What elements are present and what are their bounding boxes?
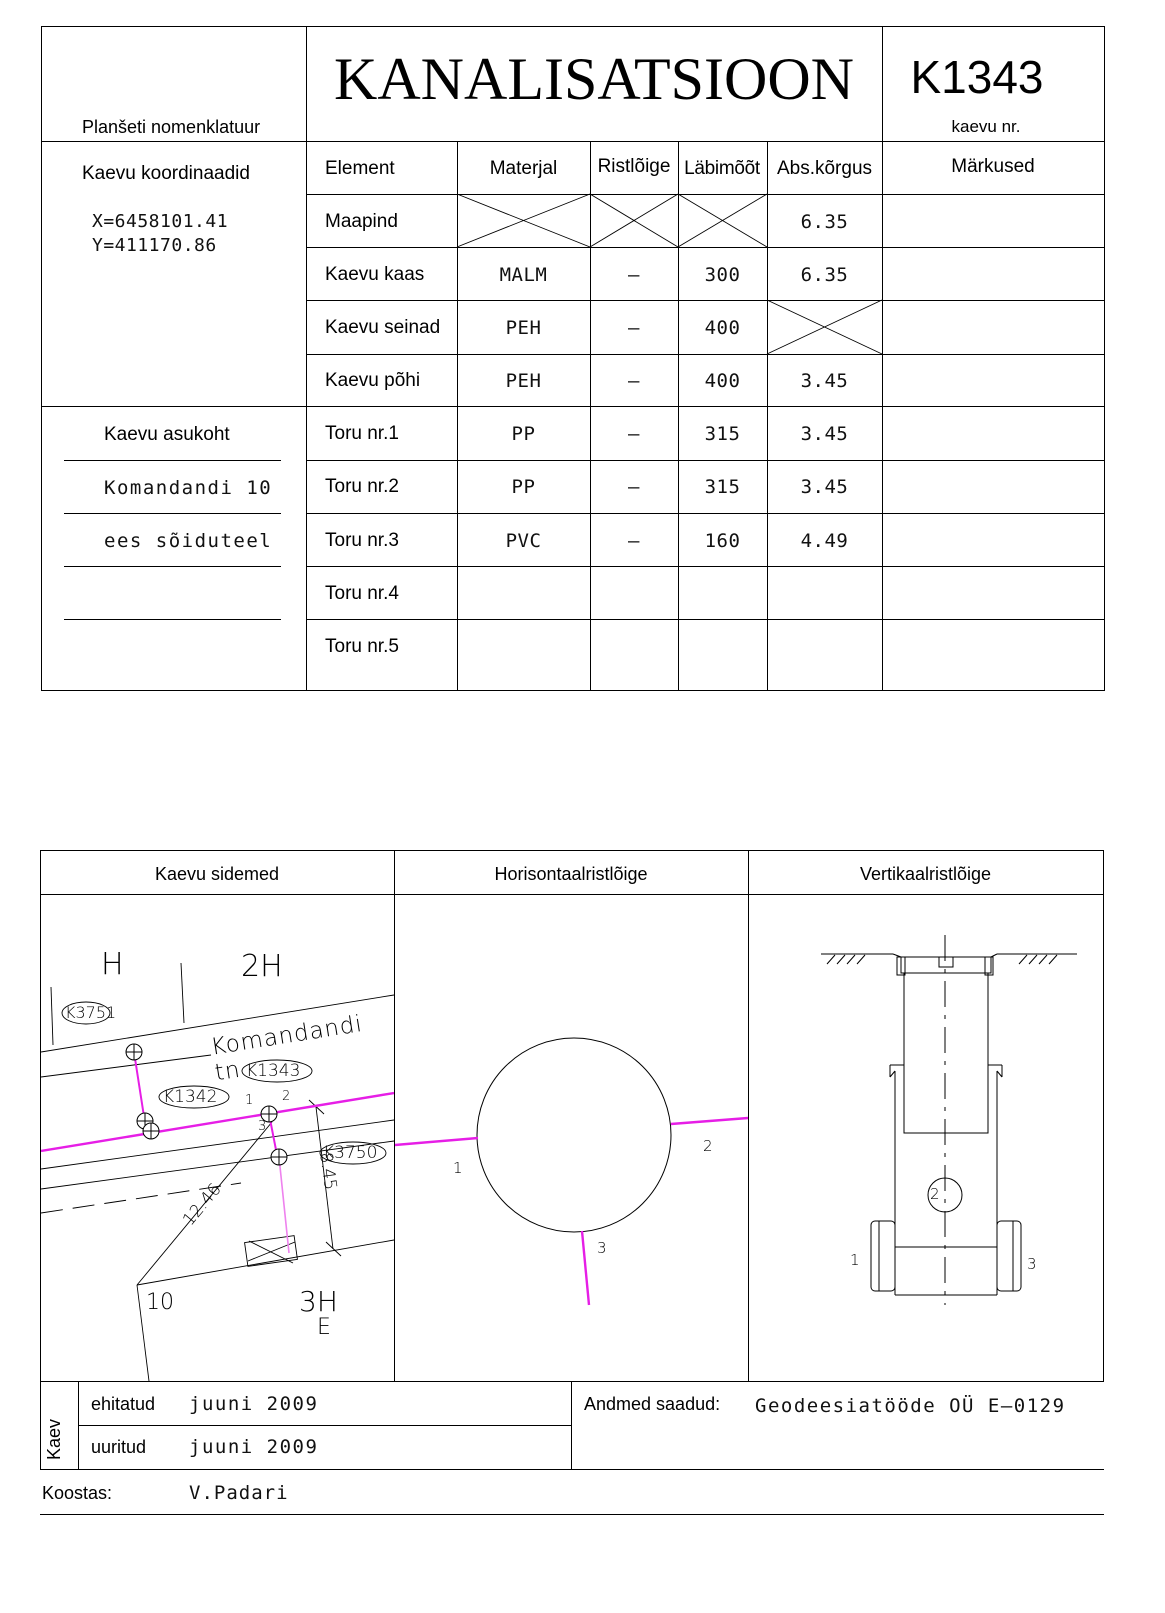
horizontal-section-drawing (395, 895, 748, 1381)
row-abs-height: 6.35 (800, 264, 849, 286)
coordinate-x: X=6458101.41 (92, 211, 229, 232)
panel-title-links: Kaevu sidemed (154, 864, 280, 884)
well-number: K1343 (910, 51, 1044, 103)
built-value: juuni 2009 (189, 1393, 319, 1415)
row-diameter: 160 (704, 530, 741, 552)
location-plan (41, 895, 394, 1381)
row-diameter: 300 (704, 264, 741, 286)
row-diameter: 400 (704, 370, 741, 392)
location-line-2: ees sõiduteel (104, 530, 273, 552)
plan-well-k3750: K3750 (323, 1143, 378, 1163)
plan-distance-12-46: 12.46 (179, 1179, 226, 1230)
row-cross-section: — (628, 476, 640, 498)
hsection-pipe-2: 2 (703, 1137, 713, 1155)
row-abs-height: 3.45 (800, 423, 849, 445)
row-abs-height: 3.45 (800, 476, 849, 498)
location-label: Kaevu asukoht (104, 424, 230, 445)
row-material: PP (511, 476, 536, 498)
location-line-1: Komandandi 10 (104, 477, 273, 499)
plan-label-3h: 3H (299, 1285, 338, 1318)
plan-label-h: H (101, 947, 124, 982)
coordinates-label: Kaevu koordinaadid (82, 163, 250, 184)
vertical-section-drawing (749, 895, 1103, 1381)
row-element: Kaevu põhi (325, 370, 421, 391)
row-cross-section: — (628, 423, 640, 445)
plan-well-k3751: K3751 (65, 1003, 117, 1022)
col-header-element: Element (325, 158, 395, 179)
built-label: ehitatud (91, 1394, 156, 1414)
vsection-pipe-2: 2 (930, 1185, 940, 1203)
row-element: Toru nr.5 (325, 636, 399, 657)
row-material: PVC (505, 530, 542, 552)
document-title: KANALISATSIOON (334, 46, 854, 112)
plan-pipe-2: 2 (282, 1089, 291, 1104)
row-abs-height: 6.35 (800, 211, 849, 233)
plan-distance-8-45: 8.45 (315, 1151, 341, 1192)
plan-street-label: Komandandi tn (209, 1011, 365, 1087)
plan-label-10: 10 (146, 1290, 174, 1315)
surveyed-label: uuritud (91, 1437, 147, 1457)
row-material: PEH (505, 370, 542, 392)
row-cross-section: — (628, 370, 640, 392)
col-header-diameter: Läbimõõt (684, 158, 760, 179)
row-element: Toru nr.4 (325, 583, 399, 604)
plan-well-k1343: K1343 (246, 1061, 301, 1081)
row-cross-section: — (628, 317, 640, 339)
row-material: PP (511, 423, 536, 445)
row-element: Toru nr.2 (325, 476, 399, 497)
hsection-pipe-1: 1 (453, 1159, 463, 1177)
vsection-pipe-1: 1 (850, 1251, 860, 1269)
row-element: Toru nr.1 (325, 423, 399, 444)
row-cross-section: — (628, 264, 640, 286)
panel-title-vertical: Vertikaalristlõige (859, 864, 992, 884)
row-material: MALM (499, 264, 548, 286)
author-value: V.Padari (189, 1482, 289, 1504)
sheet-nomenclature-label: Planšeti nomenklatuur (82, 117, 261, 137)
col-header-material: Materjal (489, 158, 558, 179)
horizontal-section (395, 895, 748, 1381)
vsection-pipe-3: 3 (1027, 1255, 1037, 1273)
source-value: Geodeesiatööde OÜ E—0129 (755, 1395, 1066, 1417)
well-number-label: kaevu nr. (951, 117, 1021, 136)
hsection-pipe-3: 3 (597, 1239, 607, 1257)
plan-pipe-1: 1 (245, 1093, 254, 1108)
panel-title-horizontal: Horisontaalristlõige (494, 864, 648, 884)
row-diameter: 315 (704, 476, 741, 498)
plan-well-k1342: K1342 (163, 1087, 218, 1107)
plan-pipe-3: 3 (258, 1119, 267, 1134)
surveyed-value: juuni 2009 (189, 1436, 319, 1458)
col-header-abs-height: Abs.kõrgus (776, 158, 873, 179)
row-diameter: 315 (704, 423, 741, 445)
vertical-section (749, 895, 1103, 1381)
row-material: PEH (505, 317, 542, 339)
source-label: Andmed saadud: (584, 1394, 721, 1414)
col-header-cross-section: Ristlõige (597, 156, 671, 177)
row-element: Kaevu seinad (325, 317, 441, 338)
row-element: Kaevu kaas (325, 264, 425, 285)
row-abs-height: 3.45 (800, 370, 849, 392)
row-abs-height: 4.49 (800, 530, 849, 552)
plan-label-e: E (317, 1315, 331, 1340)
row-element: Maapind (325, 211, 398, 232)
row-cross-section: — (628, 530, 640, 552)
row-element: Toru nr.3 (325, 530, 399, 551)
plan-drawing (41, 895, 394, 1381)
author-label: Koostas: (42, 1483, 113, 1503)
plan-label-2h: 2H (241, 949, 283, 984)
col-header-remarks: Märkused (951, 156, 1035, 177)
kaev-label: Kaev (44, 1418, 64, 1460)
coordinate-y: Y=411170.86 (92, 235, 217, 256)
row-diameter: 400 (704, 317, 741, 339)
